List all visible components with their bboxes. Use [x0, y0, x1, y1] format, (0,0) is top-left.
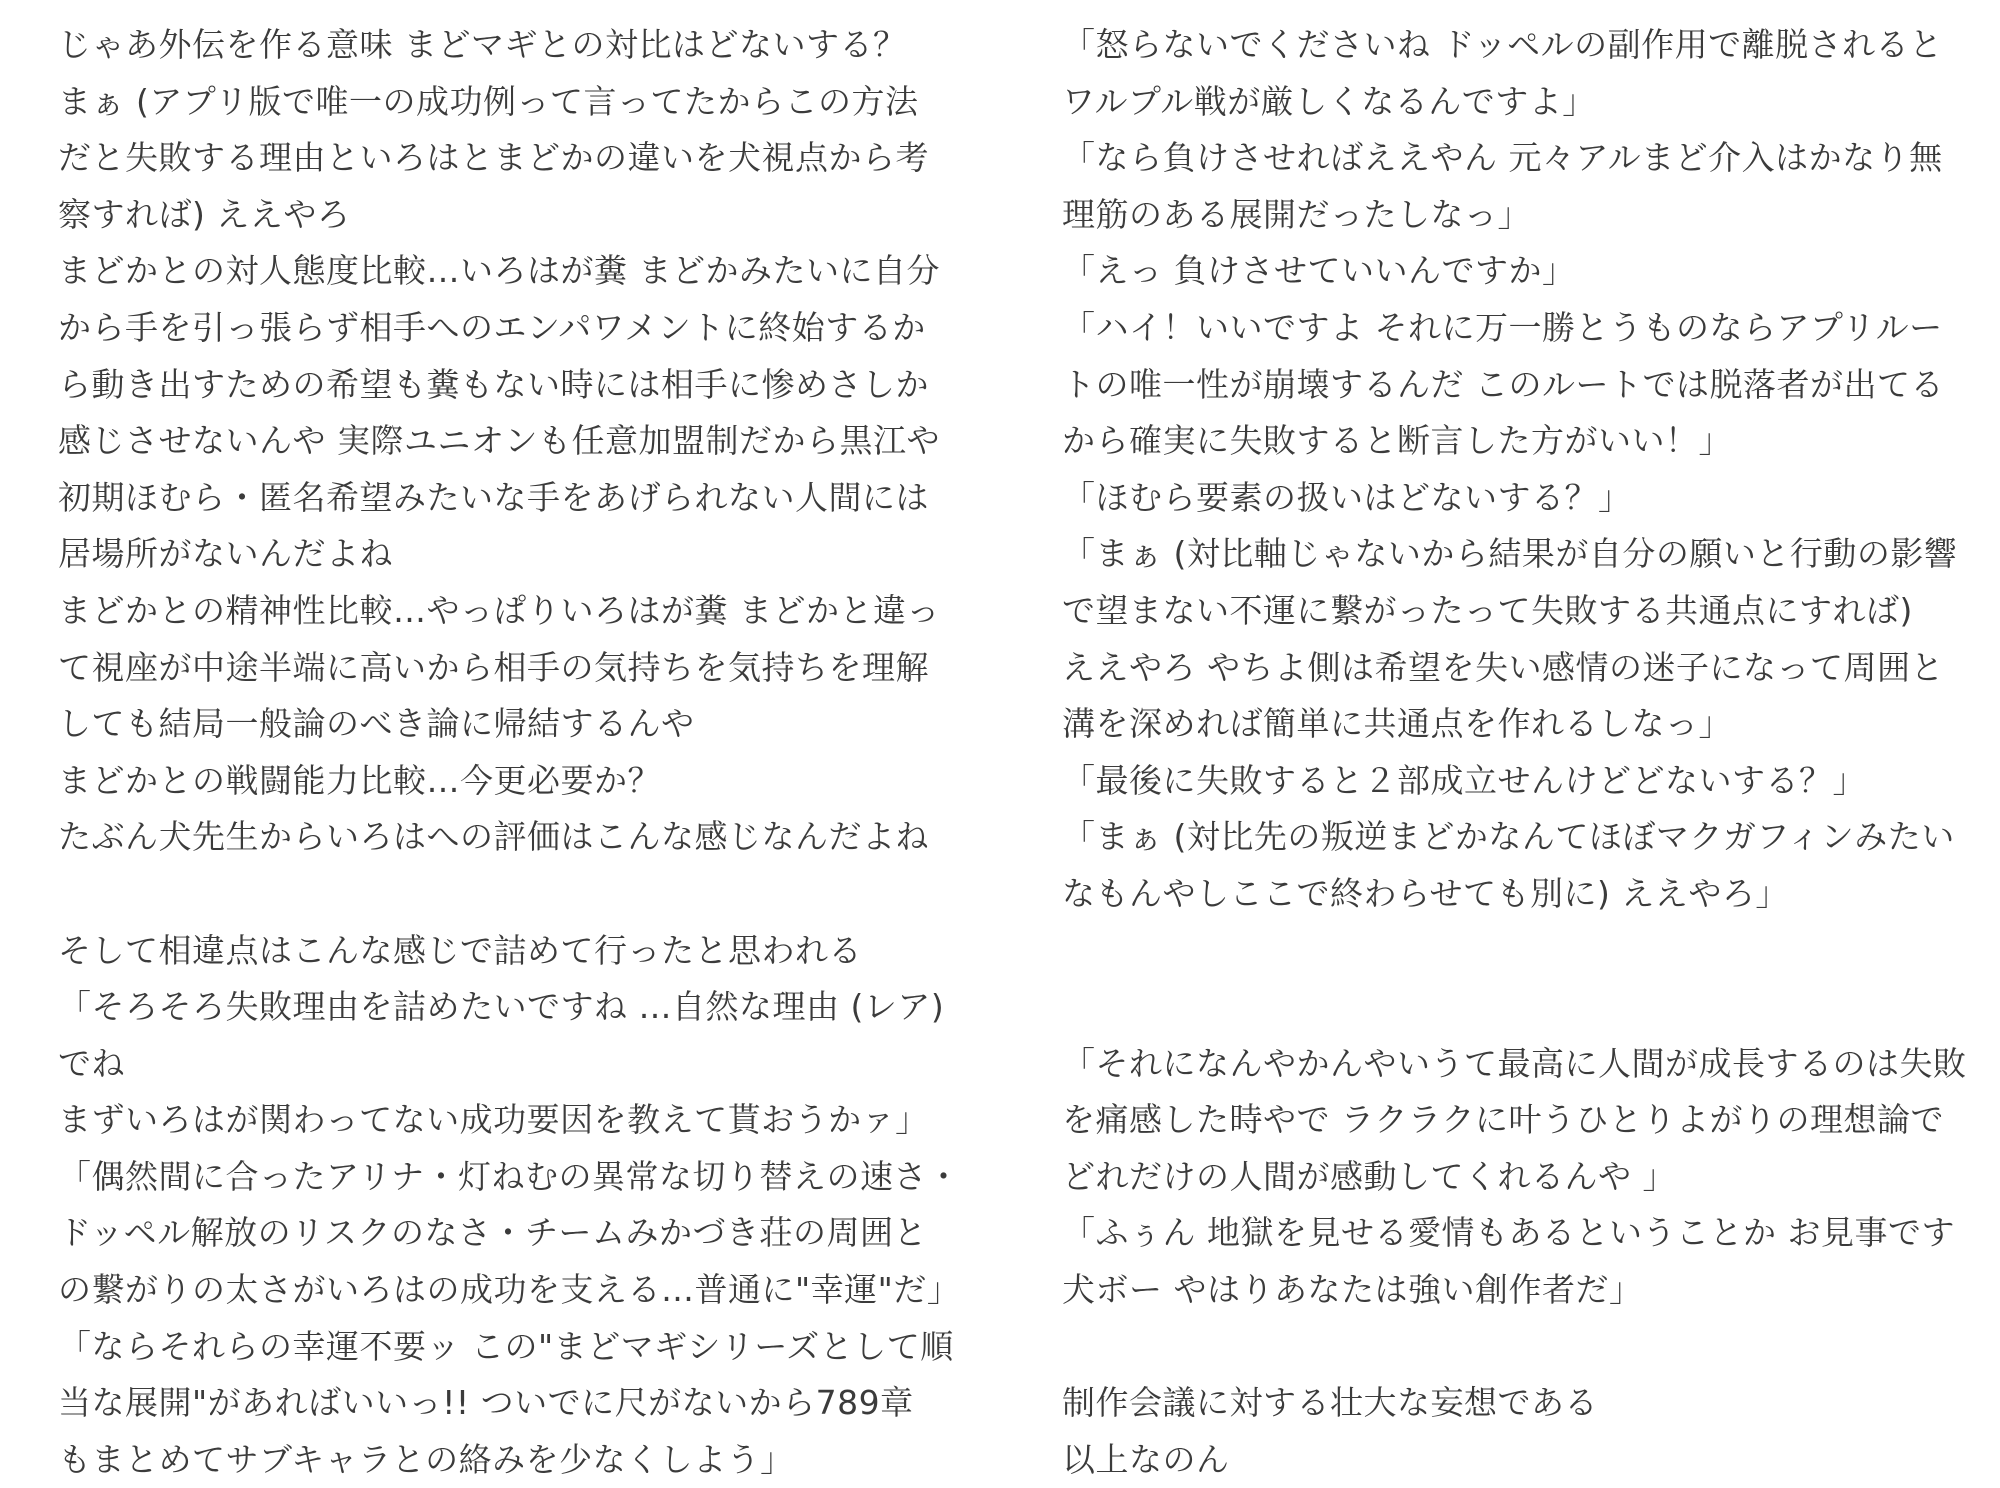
text-line: 「まぁ (対比先の叛逆まどかなんてほぼマクガフィンみたい: [1062, 817, 1955, 857]
text-line: どれだけの人間が感動してくれるんや 」: [1062, 1156, 1676, 1196]
text-line: 「偶然間に合ったアリナ・灯ねむの異常な切り替えの速さ・: [58, 1156, 961, 1196]
text-line: 「ほむら要素の扱いはどないする？」: [1062, 477, 1632, 517]
text-line: 初期ほむら・匿名希望みたいな手をあげられない人間には: [58, 477, 929, 517]
text-line: 「最後に失敗すると２部成立せんけどどないする？」: [1062, 760, 1866, 800]
text-line: ええやろ やちよ側は希望を失い感情の迷子になって周囲と: [1062, 647, 1944, 687]
text-line: ら動き出すための希望も糞もない時には相手に惨めさしか: [58, 364, 929, 404]
text-line: まどかとの精神性比較…やっぱりいろはが糞 まどかと違っ: [58, 590, 940, 630]
text-line: で望まない不運に繋がったって失敗する共通点にすれば): [1062, 590, 1913, 630]
text-line: もまとめてサブキャラとの絡みを少なくしよう」: [58, 1439, 794, 1479]
text-line: て視座が中途半端に高いから相手の気持ちを気持ちを理解: [58, 647, 929, 687]
text-line: の繋がりの太さがいろはの成功を支える…普通に"幸運"だ」: [58, 1270, 961, 1310]
text-line: 「なら負けさせればええやん 元々アルまど介入はかなり無: [1062, 138, 1943, 178]
text-line: そして相違点はこんな感じで詰めて行ったと思われる: [58, 930, 862, 970]
text-line: 「えっ 負けさせていいんですか」: [1062, 251, 1576, 291]
text-line: まどかとの戦闘能力比較…今更必要か？: [58, 760, 661, 800]
text-line: 「ならそれらの幸運不要ッ この"まどマギシリーズとして順: [58, 1326, 954, 1366]
text-line: 理筋のある展開だったしなっ」: [1062, 194, 1531, 234]
text-line: じゃあ外伝を作る意味 まどマギとの対比はどないする？: [58, 25, 907, 64]
text-line: ドッペル解放のリスクのなさ・チームみかづき荘の周囲と: [58, 1213, 928, 1253]
text-line: しても結局一般論のべき論に帰結するんや: [58, 704, 695, 744]
text-line: 「ふぅん 地獄を見せる愛情もあるということか お見事です: [1062, 1213, 1955, 1253]
text-line: から確実に失敗すると断言した方がいい！」: [1062, 421, 1732, 461]
text-line: ワルプル戦が厳しくなるんですよ」: [1062, 81, 1596, 121]
text-line: でね: [58, 1043, 125, 1083]
right-text-column: [1062, 17, 1967, 1488]
text-line: 制作会議に対する壮大な妄想である: [1062, 1383, 1598, 1423]
text-line: だと失敗する理由といろはとまどかの違いを犬視点から考: [58, 138, 929, 178]
text-line: 「怒らないでくださいね ドッペルの副作用で離脱されると: [1062, 25, 1943, 64]
text-line: 以上なのん: [1062, 1439, 1230, 1479]
text-line: たぶん犬先生からいろはへの評価はこんな感じなんだよね: [58, 817, 929, 857]
blank-line: [1062, 979, 1962, 1036]
text-line: 「そろそろ失敗理由を詰めたいですね …自然な理由 (レア): [58, 987, 945, 1027]
blank-line: [1062, 923, 1962, 980]
text-line: から手を引っ張らず相手へのエンパワメントに終始するか: [58, 307, 926, 347]
text-line: トの唯一性が崩壊するんだ このルートでは脱落者が出てる: [1062, 364, 1944, 404]
blank-line: [1062, 1319, 1962, 1376]
left-text-column: [58, 17, 961, 1488]
text-line: 「ハイ！いいですよ それに万一勝とうものならアプリルー: [1062, 307, 1943, 347]
text-line: 当な展開"があればいいっ!! ついでに尺がないから789章: [58, 1383, 914, 1423]
text-line: まぁ (アプリ版で唯一の成功例って言ってたからこの方法: [58, 81, 919, 121]
text-line: まずいろはが関わってない成功要因を教えて貰おうかァ」: [58, 1100, 929, 1140]
blank-line: [58, 866, 958, 923]
text-line: 「それになんやかんやいうて最高に人間が成長するのは失敗: [1062, 1043, 1967, 1083]
text-line: 犬ボー やはりあなたは強い創作者だ」: [1062, 1270, 1643, 1310]
text-line: 溝を深めれば簡単に共通点を作れるしなっ」: [1062, 704, 1732, 744]
text-line: 感じさせないんや 実際ユニオンも任意加盟制だから黒江や: [58, 421, 940, 461]
text-line: なもんやしここで終わらせても別に) ええやろ」: [1062, 873, 1789, 913]
text-line: 「まぁ (対比軸じゃないから結果が自分の願いと行動の影響: [1062, 534, 1958, 574]
text-line: を痛感した時やで ラクラクに叶うひとりよがりの理想論で: [1062, 1100, 1944, 1140]
text-line: 察すれば) ええやろ: [58, 194, 351, 234]
text-line: 居場所がないんだよね: [58, 534, 393, 574]
text-line: まどかとの対人態度比較…いろはが糞 まどかみたいに自分: [58, 251, 940, 291]
